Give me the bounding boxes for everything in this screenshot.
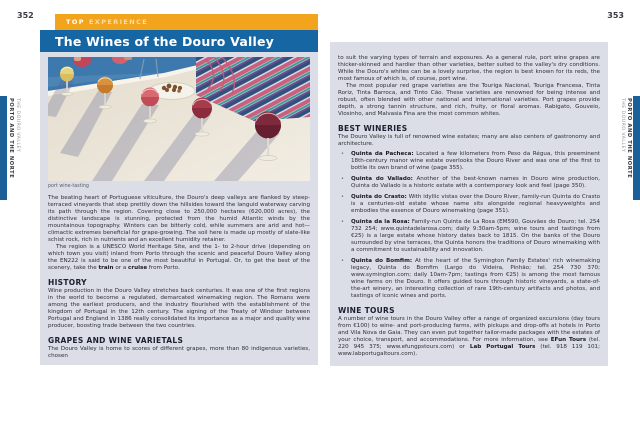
- kicker-experience-label: EXPERIENCE: [88, 18, 149, 26]
- page-number-left: 352: [17, 11, 34, 20]
- right-page-feature-box: [330, 42, 608, 366]
- winery-description: With idyllic vistas over the Douro River, family-run Quinta do Crasto is a centuries-old estate whose name sits alongside regional heavyweights and embodies the essence of Douro winemaking (page 351).: [351, 194, 600, 214]
- chapter-tab-bar: [0, 96, 7, 200]
- list-item: [338, 176, 600, 190]
- grapes-heading: GRAPES AND WINE VARIETALS: [48, 336, 184, 345]
- chapter-tab-label: PORTO AND THE NORTE: [8, 98, 14, 179]
- list-item: [338, 219, 600, 254]
- wine-tours-paragraph: [338, 316, 600, 358]
- list-item: [338, 151, 600, 172]
- winery-description: Another of the best-known names in Douro wine production, Quinta do Vallado is a historic estate with a contemporary look and feel (page 350).: [351, 176, 600, 189]
- list-item: [338, 258, 600, 300]
- page-number-right: 353: [607, 11, 624, 20]
- photo-caption: port wine-tasting: [48, 184, 89, 189]
- winery-description: At the heart of the Symington Family Estates' rich winemaking legacy, Quinta do Bomfim (Largo do Videira, Pinhão; tel. 254 730 370; www.symington.com; daily 10am-7pm; tastings from €25) is among the most famous wine farms on the Douro. It offers guided tours through historic vineyards, a state-of-the-art winery, an interesting collection of rare 19th-century artifacts and photos, and tastings of iconic wines and ports.: [351, 258, 600, 299]
- section-tab-label: THE DOURO VALLEY: [15, 98, 20, 153]
- paragraph-text: The region is a UNESCO World Heritage Site, and the 1- to 2-hour drive (depending on which town you visit) inland from Porto through the scenic and peaceful Douro Valley along the EN222 is said to be one of the most beautiful in Portugal. Or, to get the best of the scenery, take the: [48, 244, 310, 271]
- list-item: [338, 194, 600, 215]
- winery-list: [338, 151, 600, 300]
- winery-description: Located a few kilometers from Peso da Régua, this preeminent 18th-century manor wine estate overlooks the Douro River and was one of the first to bottle its own brand of wine (page 355).: [351, 151, 600, 171]
- intro-paragraph-2: [48, 244, 310, 272]
- history-paragraph: Wine production in the Douro Valley stretches back centuries. It was one of the first regions in the world to become a regulated, demarcated winemaking region. The Romans were among the earliest producers, and the industry flourished with the establishment of the kingdom of Portugal in the 12th century. The signing of the Treaty of Windsor between Portugal and England in 1386 really consolidated its importance as a major and quality wine producer, boosting trade between the two countries.: [48, 288, 310, 329]
- section-tab-label: THE DOURO VALLEY: [620, 98, 625, 153]
- efun-tours-bold-term: EFun Tours: [550, 337, 587, 343]
- winery-name: Quinta da la Rosa:: [351, 219, 410, 225]
- port-wine-tasting-photo: [48, 57, 310, 181]
- history-heading: HISTORY: [48, 278, 87, 287]
- chapter-tab-bar: [633, 96, 640, 200]
- paragraph-text: from Porto.: [147, 265, 180, 271]
- train-bold-term: train: [98, 265, 114, 271]
- winery-name: Quinta do Crasto:: [351, 194, 407, 200]
- paragraph-text: or a: [113, 265, 129, 271]
- paragraph-text: (tel. 220 945 375; www.efungpstours.com) or: [338, 337, 600, 350]
- paragraph-text: A number of wine tours in the Douro Valley offer a range of organized excursions (day tours from €100) to wine- and port-producing farms, with pickups and drop-offs at hotels in Porto and Vila Nova de Gaia. They can even put together tailor-made packages with the estates of your choice, transport, and accommodations. For more information, see: [338, 316, 600, 343]
- wine-glasses-illustration: [48, 57, 310, 181]
- left-page-body: [48, 195, 310, 360]
- winery-name: Quinta da Pacheca:: [351, 151, 414, 157]
- right-page-body: [338, 55, 600, 358]
- chapter-tab-label: PORTO AND THE NORTE: [626, 98, 632, 179]
- winery-name: Quinta do Vallado:: [351, 176, 413, 182]
- top-experience-banner: [55, 14, 318, 30]
- wine-tours-heading: WINE TOURS: [338, 306, 395, 315]
- wineries-intro: The Douro Valley is full of renowned wine estates; many are also centers of gastronomy and architecture.: [338, 134, 600, 147]
- continuation-paragraph-2: The most popular red grape varieties are the Touriga Nacional, Touriga Francesa, Tinta Roriz, Tinta Barroca, and Tinto Cão. These varieties are renowned for being intense and robust, often blended with other national and international varieties. Port grapes provide depth, a strong tannin structure, and rich, fruity, or floral aromas. Rabigato, Gouveio, Viosinho, and Malvasia Fina are the most common whites.: [338, 83, 600, 117]
- feature-title: The Wines of the Douro Valley: [55, 33, 274, 49]
- winery-description: Family-run Quinta de La Rosa (EM590, Gouvães do Douro; tel. 254 732 254; www.quintadelarosa.com; daily 9:30am-5pm; wine tours and tastings from €25) is a large estate whose history dates back to 1815. On the banks of the Douro surrounded by vine terraces, the Quinta honors the traditions of Douro winemaking with a commitment to sustainability and innovation.: [351, 219, 600, 253]
- left-page-feature-box: [40, 52, 318, 365]
- cruise-bold-term: cruise: [128, 265, 148, 271]
- continuation-paragraph-1: to suit the varying types of terrain and exposures. As a general rule, port wine grapes are thicker-skinned and hardier than other varieties, better suited to the valley's dry conditions. While the Douro's whites can be a lovely surprise, the region is best known for its reds, the most famous of which is, of course, port wine.: [338, 55, 600, 82]
- winery-name: Quinta do Bomfim:: [351, 258, 413, 264]
- grapes-paragraph: The Douro Valley is home to scores of different grapes, more than 80 indigenous varieties, chosen: [48, 346, 310, 359]
- best-wineries-heading: BEST WINERIES: [338, 124, 408, 133]
- lab-portugal-tours-bold-term: Lab Portugal Tours: [469, 344, 536, 350]
- feature-title-bar: [40, 30, 318, 52]
- paragraph-text: (tel. 918 119 101; www.labportugaltours.com).: [338, 344, 600, 357]
- kicker-top-label: TOP: [66, 18, 85, 26]
- intro-paragraph-1: The beating heart of Portuguese viticulture, the Douro's deep valleys are flanked by steep-terraced vineyards that step prettily down the hillsides toward the languid waterway carving its path through the region. Covering close to 250,000 hectares (620,000 acres), the distinctive landscape is stunning, protected from the humid Atlantic winds by the mountainous topography. Winters can be bitterly cold, while summers are arid and hot—climactic extremes beneficial for grape-growing. The soil here is made up mostly of slate-like schist rock, rich in nutrients and an excellent humidity retainer.: [48, 195, 310, 243]
